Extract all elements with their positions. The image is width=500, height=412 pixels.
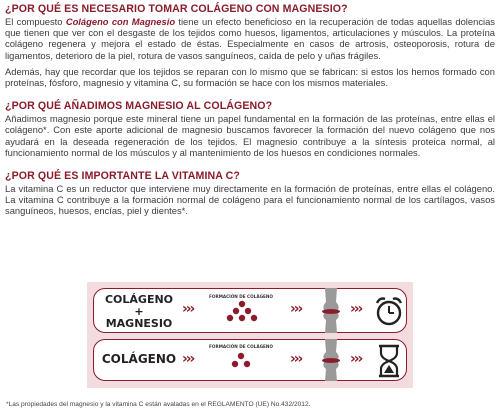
chevron-icon: ››› [350,301,362,317]
paragraph-text: tiene un efecto beneficioso en la recuperación de todas aquellas dolencias que tienen que ver con el desgaste de los tejidos como huesos, ligamentos, articulaciones y músculos. La proteína colágeno regenera y mejora el estado de éstas. Especialmente en casos de artrosis, osteoporosis, rotura de ligamentos, deterioro de la piel, rotura de vasos sanguíneos, caída de pelo y uñas frágiles. [5,16,495,61]
row-label [98,294,180,330]
collagen-molecules-icon [222,300,262,326]
hourglass-clock-icon [376,345,402,377]
knee-joint-icon [314,288,348,333]
heading-vitamin-c: ¿POR QUÉ ES IMPORTANTE LA VITAMINA C? [5,170,240,183]
chevron-icon: ››› [290,351,302,367]
paragraph-vitamin-c: La vitamina C es un reductor que interviene muy directamente en la formación de proteínas, entre ellas el colágeno. La vitamina C contribuye a la formación normal de colágeno para el funcionamiento normal de los cartílagos, vasos sanguíneos, huesos, encías, piel y dientes*. [5,183,495,217]
comparison-diagram [87,282,413,388]
paragraph-magnesium: Añadimos magnesio porque este mineral tiene un papel fundamental en la formación de las proteínas, entre ellas el colágeno*. Con este aporte adicional de magnesio buscamos favorecer la formación del nuevo colágeno que nos ayudará en la deseada regeneración de los tejidos. El magnesio contribuye a la síntesis proteica normal, al funcionamiento normal de los músculos y al mantenimiento de los huesos en condiciones normales. [5,113,495,158]
paragraph-text: El compuesto [5,16,66,27]
label-collagen: COLÁGENO [104,293,174,306]
chevron-icon: ››› [290,301,302,317]
chevron-icon: ››› [182,351,194,367]
paragraph-collagen-benefits [5,16,495,61]
label-plus: + [134,305,144,318]
footnote: *Las propiedades del magnesio y la vitamina C están avaladas en el REGLAMENTO (UE) No.432/2012. [6,401,311,408]
alarm-clock-icon [375,296,403,328]
product-name: Colágeno con Magnesio [65,16,176,27]
chevron-icon: ››› [350,351,362,367]
chevron-icon: ››› [182,301,194,317]
row-label: COLÁGENO [101,352,177,366]
label-magnesium: MAGNESIO [105,317,173,330]
heading-collagen-magnesium: ¿POR QUÉ ES NECESARIO TOMAR COLÁGENO CON MAGNESIO? [5,3,348,15]
collagen-molecules-icon [226,351,256,373]
diagram-row-collagen-magnesium [93,288,407,333]
knee-joint-icon [314,339,348,381]
formation-label: FORMACIÓN DE COLÁGENO [209,294,273,299]
paragraph-tissue-repair: Además, hay que recordar que los tejidos se reparan con lo mismo que se fabrican: si estos los hemos formado con proteínas, fósforo, magnesio y vitamina C, su formación se hace con los mismos materiales. [5,65,495,89]
diagram-row-collagen [93,339,407,381]
heading-why-magnesium: ¿POR QUÉ AÑADIMOS MAGNESIO AL COLÁGENO? [5,100,273,113]
formation-label: FORMACIÓN DE COLÁGENO [209,344,273,349]
